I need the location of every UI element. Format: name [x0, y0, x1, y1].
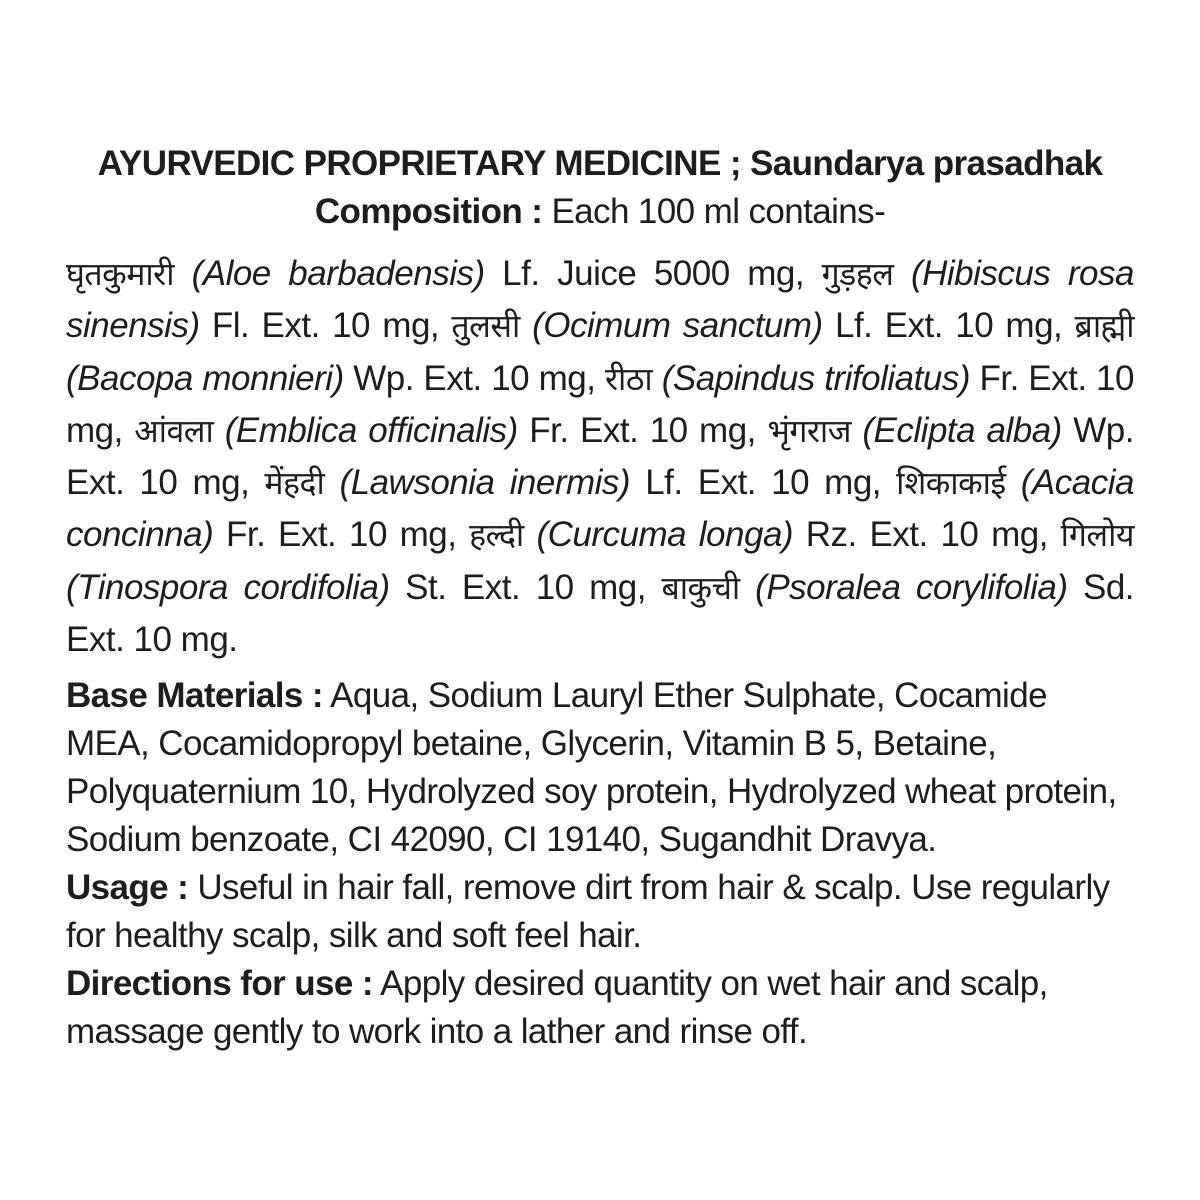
directions [66, 960, 1134, 1056]
ingredient-botanical-name: (Psoralea corylifolia) [755, 567, 1068, 607]
ingredient-hindi-name: शिकाकाई [896, 464, 1006, 503]
ingredient-botanical-name: (Hibiscus rosa sinensis) [66, 254, 1134, 346]
ingredient-botanical-name: (Sapindus trifoliatus) [661, 358, 970, 398]
ingredient-hindi-name: बाकुची [661, 568, 740, 607]
composition-label: Composition : [314, 192, 543, 231]
ingredient-detail: Wp. Ext. 10 mg, [66, 410, 1134, 503]
medicine-type: AYURVEDIC PROPRIETARY MEDICINE ; [97, 144, 741, 183]
ingredient-detail: Fr. Ext. 10 mg, [66, 358, 1134, 450]
ingredient-botanical-name: (Bacopa monnieri) [66, 358, 344, 398]
usage-label: Usage : [66, 868, 189, 908]
base-materials-label: Base Materials : [66, 676, 323, 716]
directions-label: Directions for use : [66, 964, 373, 1004]
ingredient-item [134, 411, 756, 450]
ingredient-hindi-name: रीठा [604, 359, 653, 398]
ingredient-detail: Fr. Ext. 10 mg, [225, 515, 457, 555]
ingredient-hindi-name: हल्दी [469, 516, 524, 555]
ingredient-detail: Wp. Ext. 10 mg, [353, 358, 596, 398]
ingredient-item [264, 463, 881, 502]
ingredient-detail: Sd. Ext. 10 mg. [66, 567, 1135, 660]
ingredient-hindi-name: घृतकुमारी [66, 255, 175, 293]
ingredient-detail: Fl. Ext. 10 mg, [211, 306, 440, 346]
product-label [66, 140, 1134, 1056]
ingredient-botanical-name: (Aloe barbadensis) [191, 254, 485, 293]
ingredient-detail: Lf. Juice 5000 mg, [502, 254, 805, 293]
ingredient-detail: Rz. Ext. 10 mg, [805, 515, 1048, 555]
ingredient-item [66, 254, 804, 293]
ingredient-botanical-name: (Curcuma longa) [536, 515, 794, 555]
ingredient-item [469, 515, 1048, 554]
ingredient-item [451, 306, 1062, 345]
product-category: Saundarya prasadhak [750, 144, 1103, 183]
ingredient-hindi-name: गिलोय [1060, 516, 1134, 555]
ingredient-hindi-name: तुलसी [451, 307, 520, 346]
ingredient-botanical-name: (Lawsonia inermis) [339, 463, 631, 503]
ingredient-hindi-name: ब्राह्मी [1074, 307, 1135, 346]
ingredient-detail: Lf. Ext. 10 mg, [645, 463, 882, 503]
usage [66, 864, 1134, 960]
composition-line [66, 188, 1134, 236]
ingredient-detail: Fr. Ext. 10 mg, [529, 410, 756, 450]
ingredient-hindi-name: आंवला [134, 411, 214, 450]
ingredient-botanical-name: (Eclipta alba) [862, 410, 1062, 450]
ingredient-botanical-name: (Acacia concinna) [66, 463, 1134, 555]
ingredient-hindi-name: भृंगराज [767, 411, 851, 450]
base-materials [66, 672, 1134, 864]
ingredient-detail: St. Ext. 10 mg, [405, 567, 646, 607]
ingredient-botanical-name: (Ocimum sanctum) [532, 306, 823, 346]
base-materials-text: Aqua, Sodium Lauryl Ether Sulphate, Cocamide MEA, Cocamidopropyl betaine, Glycerin, Vitamin B 5, Betaine, Polyquaternium 10, Hydrolyzed soy protein, Hydrolyzed wheat protein, Sodium benzoate, CI 42090, CI 19140, Sugandhit Dravya. [66, 676, 1117, 860]
ingredient-detail: Lf. Ext. 10 mg, [834, 306, 1063, 346]
ingredient-botanical-name: (Tinospora cordifolia) [66, 567, 390, 607]
directions-text: Apply desired quantity on wet hair and scalp, massage gently to work into a lather and rinse off. [66, 964, 1048, 1052]
title-line [66, 140, 1134, 188]
ingredient-list [66, 248, 1134, 666]
composition-text: Each 100 ml contains- [551, 192, 886, 231]
usage-text: Useful in hair fall, remove dirt from hair & scalp. Use regularly for healthy scalp, silk and soft feel hair. [66, 868, 1110, 956]
ingredient-hindi-name: गुड़हल [821, 255, 894, 293]
ingredient-botanical-name: (Emblica officinalis) [224, 410, 518, 450]
ingredient-hindi-name: मेंहदी [264, 464, 325, 503]
